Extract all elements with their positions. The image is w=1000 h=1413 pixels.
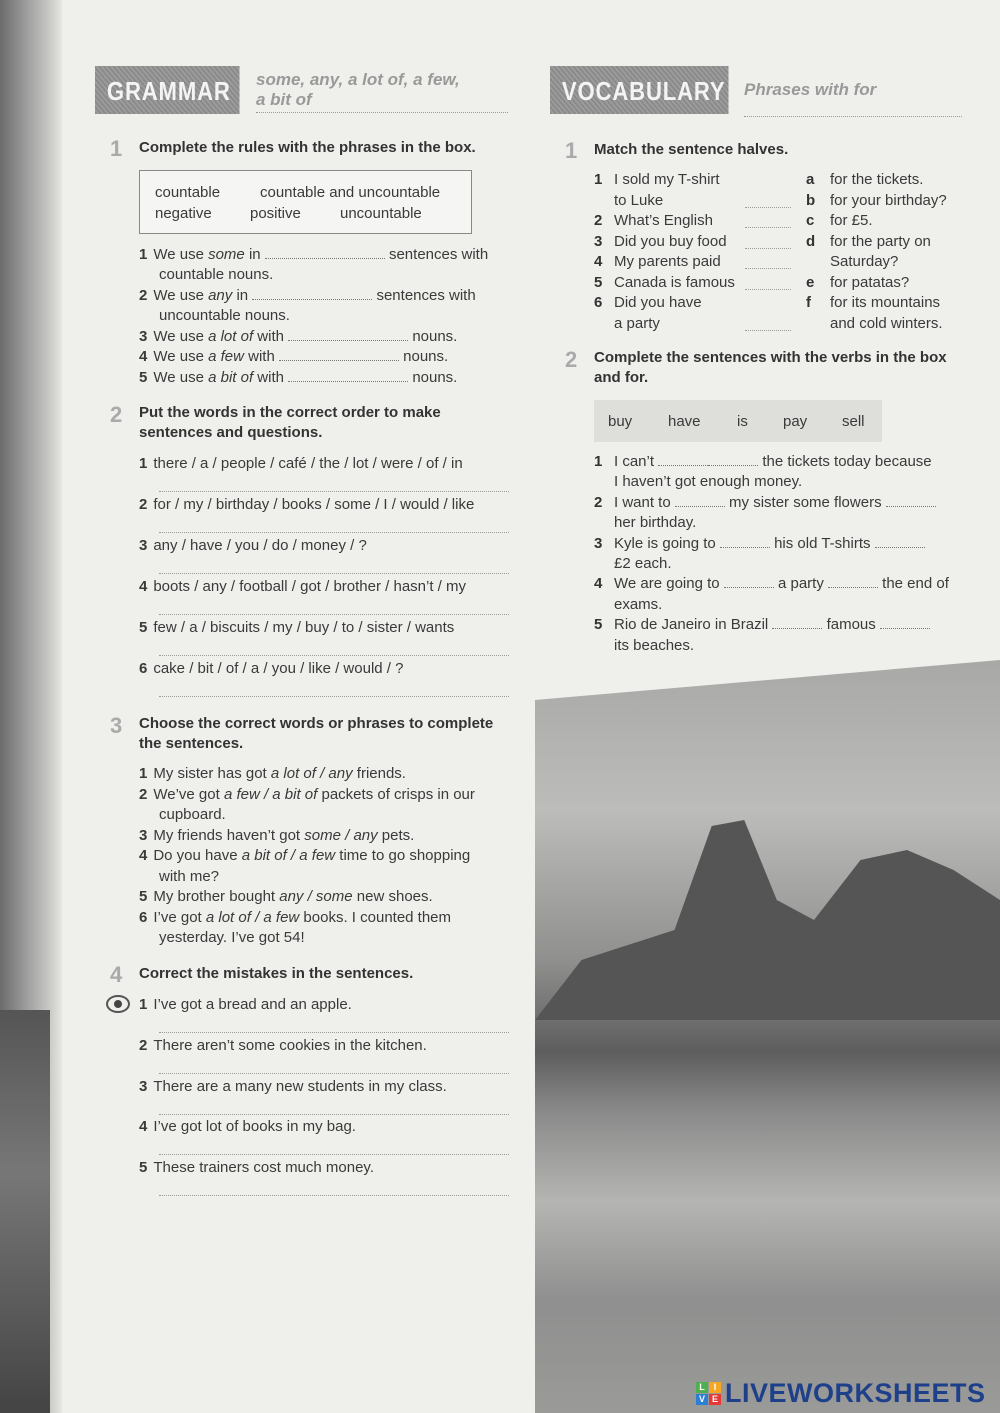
page-binding-shadow-dark — [0, 1010, 50, 1413]
gap-sentence: I want to my sister some flowers — [614, 493, 936, 513]
divider — [256, 112, 508, 113]
sentence-half: Did you buy food — [614, 232, 727, 250]
answer-line[interactable] — [159, 532, 509, 533]
sentence-half: My parents paid — [614, 253, 721, 270]
order-item: 5 few / a / biscuits / my / buy / to / sister / wants — [139, 619, 455, 636]
choice-item: with me? — [159, 867, 220, 885]
answer-line[interactable] — [745, 268, 791, 269]
mistake-item: 4 I’ve got lot of books in my bag. — [139, 1118, 356, 1136]
choice-item: 2 We’ve got a few / a bit of packets of crisps in our — [139, 785, 475, 803]
item-letter: d — [806, 232, 816, 250]
answer-line[interactable] — [159, 1114, 509, 1115]
item-number: 4 — [594, 253, 603, 270]
answer-blank[interactable] — [279, 347, 399, 361]
exercise-number: 1 — [110, 136, 123, 161]
liveworksheets-logo: L I V E LIVEWORKSHEETS — [696, 1378, 986, 1409]
item-letter: f — [806, 294, 811, 311]
box-word: countable and uncountable — [260, 184, 441, 201]
exercise-number: 4 — [110, 962, 123, 987]
answer-line[interactable] — [745, 227, 791, 228]
answer-line[interactable] — [159, 491, 509, 492]
choice-item: 4 Do you have a bit of / a few time to go shopping — [139, 847, 471, 864]
answer-line[interactable] — [159, 1073, 509, 1074]
exercise-number: 1 — [565, 138, 578, 163]
answer-blank[interactable] — [720, 534, 770, 548]
sentence-half: for £5. — [830, 212, 873, 229]
answer-line[interactable] — [159, 573, 509, 574]
vocabulary-subtitle: Phrases with for — [744, 80, 877, 99]
sentence-half: for patatas? — [830, 273, 910, 291]
sentence-half: for the party on — [830, 232, 931, 250]
rule-item: 2 We use any in sentences with — [139, 287, 476, 304]
choice-options[interactable]: some / any — [304, 826, 378, 844]
exercise-title: Match the sentence halves. — [594, 141, 789, 158]
item-letter: b — [806, 191, 816, 209]
answer-blank[interactable] — [708, 452, 758, 466]
exercise-title: Complete the sentences with the verbs in the box — [594, 349, 947, 366]
answer-blank[interactable] — [252, 286, 372, 300]
mistake-item: 2 There aren’t some cookies in the kitchen. — [139, 1036, 427, 1054]
sentence-half: to Luke — [614, 191, 664, 209]
sentence-half: Canada is famous — [614, 273, 735, 291]
answer-line[interactable] — [745, 248, 791, 249]
sentence-half: I sold my T-shirt — [614, 171, 720, 188]
exercise-number: 3 — [110, 713, 123, 738]
answer-blank[interactable] — [875, 534, 925, 548]
gap-sentence: its beaches. — [614, 636, 695, 654]
choice-options[interactable]: a lot of / a few — [205, 908, 300, 926]
gap-sentence: exams. — [614, 595, 663, 613]
box-word: positive — [250, 205, 301, 222]
exercise-title: the sentences. — [139, 735, 244, 752]
box-word: negative — [155, 205, 212, 222]
gap-sentence: her birthday. — [614, 514, 697, 532]
item-number: 1 — [594, 171, 603, 188]
box-verb: have — [668, 413, 701, 430]
exercise-title: Put the words in the correct order to make — [139, 404, 441, 421]
choice-options[interactable]: a bit of / a few — [241, 847, 336, 864]
item-letter: e — [806, 273, 815, 291]
choice-item: 6 I’ve got a lot of / a few books. I counted them — [139, 908, 452, 926]
answer-blank[interactable] — [288, 368, 408, 382]
gap-sentence: We are going to a party the end of — [614, 575, 949, 593]
rule-continuation: countable nouns. — [159, 266, 274, 283]
box-word: countable — [155, 184, 221, 201]
item-number: 1 — [594, 453, 603, 470]
order-item: 2 for / my / birthday / books / some / I / would / like — [139, 496, 475, 513]
answer-line[interactable] — [159, 696, 509, 697]
answer-blank[interactable] — [265, 245, 385, 259]
answer-line[interactable] — [159, 1032, 509, 1033]
exercise-title: Choose the correct words or phrases to complete — [139, 715, 494, 732]
rule-item: 5 We use a bit of with nouns. — [139, 369, 458, 386]
item-letter: a — [806, 171, 815, 188]
order-item: 6 cake / bit / of / a / you / like / would / ? — [139, 660, 404, 677]
grammar-subtitle: some, any, a lot of, a few, a bit of — [256, 70, 460, 109]
sentence-half: for the tickets. — [830, 171, 924, 188]
divider — [744, 116, 962, 117]
sentence-half: for its mountains — [830, 294, 941, 311]
choice-options[interactable]: a few / a bit of — [223, 785, 318, 803]
mistake-item: 3 There are a many new students in my class. — [139, 1077, 447, 1095]
sentence-half: What’s English — [614, 212, 713, 229]
live-logo-icon: L I V E — [696, 1382, 721, 1405]
answer-blank[interactable] — [828, 574, 878, 588]
item-number: 6 — [594, 294, 603, 311]
answer-blank[interactable] — [724, 574, 774, 588]
box-word: uncountable — [340, 205, 422, 222]
box-verb: pay — [783, 413, 808, 430]
answer-blank[interactable] — [772, 615, 822, 629]
order-item: 4 boots / any / football / got / brother / hasn’t / my — [139, 578, 467, 595]
mistake-item: 1 I’ve got a bread and an apple. — [139, 996, 352, 1013]
order-item: 1 there / a / people / café / the / lot / were / of / in — [139, 455, 463, 472]
choice-item: cupboard. — [159, 806, 226, 823]
exercise-title: Complete the rules with the phrases in the box. — [139, 139, 476, 156]
sentence-half: a party — [614, 314, 660, 332]
gap-sentence: Kyle is going to his old T-shirts — [614, 534, 925, 554]
box-verb: is — [737, 413, 748, 430]
item-number: 3 — [594, 534, 603, 552]
gap-sentence: £2 each. — [614, 555, 672, 572]
item-number: 2 — [594, 493, 603, 511]
answer-line[interactable] — [745, 207, 791, 208]
answer-line[interactable] — [159, 614, 509, 615]
grammar-tag: GRAMMAR — [95, 66, 240, 114]
answer-line[interactable] — [159, 1154, 509, 1155]
answer-blank[interactable] — [675, 493, 725, 507]
answer-blank[interactable] — [658, 452, 708, 466]
sentence-half: and cold winters. — [830, 314, 943, 332]
exercise-number: 2 — [110, 402, 123, 427]
sentence-half: for your birthday? — [830, 191, 947, 209]
choice-item: 3 My friends haven’t got some / any pets. — [139, 826, 415, 844]
answer-blank[interactable] — [880, 615, 930, 629]
item-number: 4 — [594, 575, 603, 593]
rio-photo — [535, 660, 1000, 1413]
vocabulary-tag: VOCABULARY — [550, 66, 729, 114]
rule-continuation: uncountable nouns. — [159, 307, 290, 324]
choice-item: yesterday. I’ve got 54! — [159, 929, 305, 946]
item-number: 5 — [594, 616, 603, 634]
order-item: 3 any / have / you / do / money / ? — [139, 537, 367, 554]
answer-line[interactable] — [745, 289, 791, 290]
box-verb: sell — [842, 413, 865, 430]
choice-options[interactable]: a lot of / any — [270, 765, 353, 782]
choice-item: 1 My sister has got a lot of / any friends. — [139, 765, 406, 782]
item-number: 2 — [594, 212, 603, 229]
answer-line[interactable] — [159, 655, 509, 656]
gap-sentence: I can’t the tickets today because — [614, 453, 932, 470]
sentence-half: Did you have — [614, 294, 702, 311]
box-verb: buy — [608, 413, 633, 430]
rule-item: 4 We use a few with nouns. — [139, 348, 449, 365]
sentence-half: Saturday? — [830, 253, 899, 270]
choice-options[interactable]: any / some — [279, 888, 353, 905]
exercise-title: and for. — [594, 369, 649, 386]
answer-line[interactable] — [745, 330, 791, 331]
answer-blank[interactable] — [886, 493, 936, 507]
eye-example-icon — [106, 995, 130, 1013]
answer-blank[interactable] — [288, 327, 408, 341]
choice-item: 5 My brother bought any / some new shoes. — [139, 888, 433, 905]
exercise-number: 2 — [565, 347, 578, 372]
gap-sentence: Rio de Janeiro in Brazil famous — [614, 615, 930, 635]
item-number: 5 — [594, 273, 603, 291]
exercise-title: sentences and questions. — [139, 424, 323, 441]
item-number: 3 — [594, 232, 603, 250]
rule-item: 3 We use a lot of with nouns. — [139, 328, 458, 345]
gap-sentence: I haven’t got enough money. — [614, 473, 803, 491]
exercise-title: Correct the mistakes in the sentences. — [139, 965, 414, 982]
answer-line[interactable] — [159, 1195, 509, 1196]
item-letter: c — [806, 212, 815, 229]
rule-item: 1 We use some in sentences with — [139, 246, 489, 263]
mistake-item: 5 These trainers cost much money. — [139, 1159, 374, 1177]
